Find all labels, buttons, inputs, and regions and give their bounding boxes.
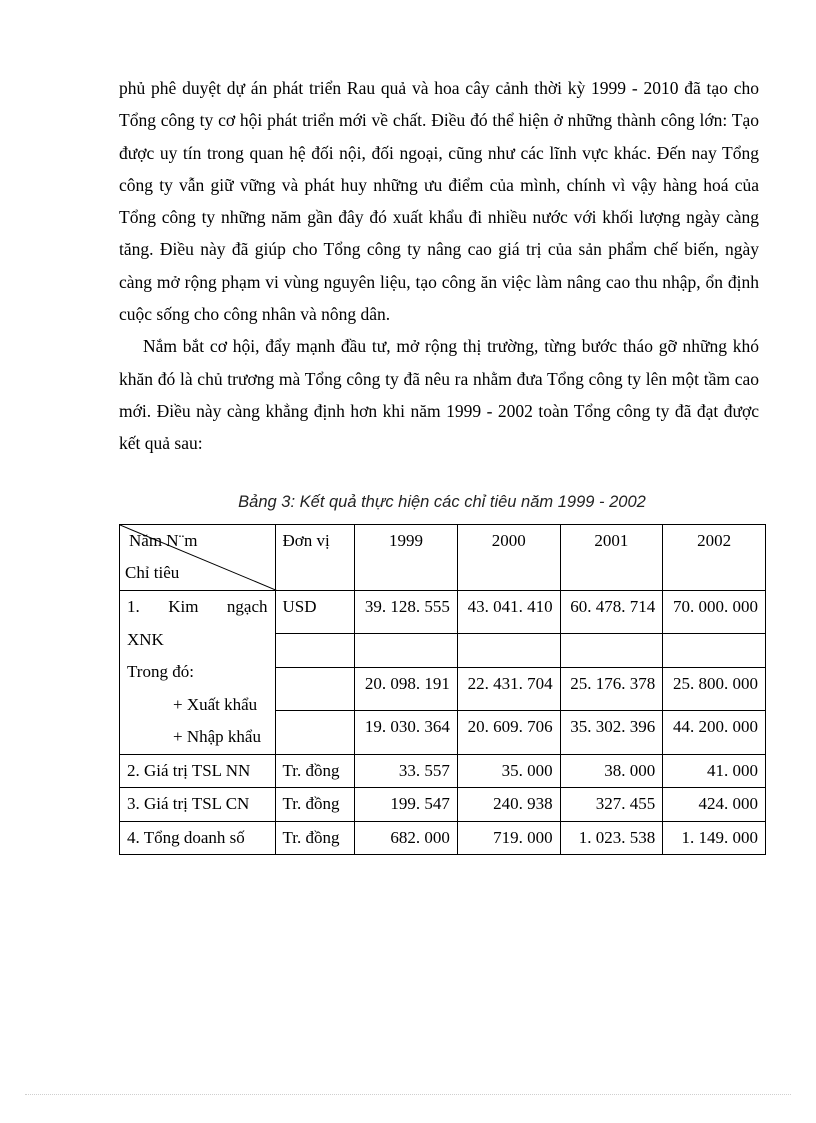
table-row-tsl-cn — [120, 788, 766, 822]
row-unit: Tr. đồng — [275, 821, 355, 855]
row-value-1999: 199. 547 — [355, 788, 458, 822]
empty-cell — [275, 668, 355, 711]
empty-cell — [275, 634, 355, 668]
header-year-2002: 2002 — [663, 525, 766, 591]
header-year-1999: 1999 — [355, 525, 458, 591]
table-row-tong-doanh-so — [120, 821, 766, 855]
row-value-2001: 38. 000 — [560, 754, 663, 788]
empty-cell — [355, 634, 458, 668]
row-label: 4. Tổng doanh số — [120, 821, 276, 855]
nhap-khau-2000: 20. 609. 706 — [457, 711, 560, 754]
row-value-2000: 35. 000 — [457, 754, 560, 788]
xuat-khau-2001: 25. 176. 378 — [560, 668, 663, 711]
xuat-khau-label: + Xuất khẩu — [173, 694, 258, 714]
xuat-khau-2000: 22. 431. 704 — [457, 668, 560, 711]
results-table — [119, 524, 766, 855]
row-value-2002: 41. 000 — [663, 754, 766, 788]
nhap-khau-label: + Nhập khẩu — [173, 727, 261, 746]
row-value-2002: 424. 000 — [663, 788, 766, 822]
header-year-2001: 2001 — [560, 525, 663, 591]
row-value-1999: 682. 000 — [355, 821, 458, 855]
row-unit: Tr. đồng — [275, 754, 355, 788]
paragraph-2: Nắm bắt cơ hội, đẩy mạnh đầu tư, mở rộng thị trường, từng bước tháo gỡ những khó khăn đó là chủ trương mà Tổng công ty đã nêu ra nhằm đưa Tổng công ty lên một tầm cao mới. Điều này càng khẳng định hơn khi năm 1999 - 2002 toàn Tổng công ty đã đạt được kết quả sau: — [119, 336, 759, 454]
diagonal-header-cell — [120, 525, 276, 591]
empty-cell — [560, 634, 663, 668]
row-label: 2. Giá trị TSL NN — [120, 754, 276, 788]
table-header-row — [120, 525, 766, 591]
header-unit: Đơn vị — [275, 525, 355, 591]
header-indicator-label: Chỉ tiêu — [125, 563, 180, 582]
nhap-khau-2001: 35. 302. 396 — [560, 711, 663, 754]
body-text — [119, 72, 759, 460]
header-year-label: Năm N¨m — [129, 531, 198, 550]
kim-ngach-2002: 70. 000. 000 — [663, 591, 766, 634]
kim-ngach-2001: 60. 478. 714 — [560, 591, 663, 634]
empty-cell — [275, 711, 355, 754]
kim-ngach-label-cell — [120, 591, 276, 755]
paragraph-1: phủ phê duyệt dự án phát triển Rau quả và hoa cây cảnh thời kỳ 1999 - 2010 đã tạo cho Tổng công ty cơ hội phát triển mới về chất. Điều đó thể hiện ở những thành công lớn: Tạo được uy tín trong quan hệ đối nội, đối ngoại, cũng như các lĩnh vực khác. Đến nay Tổng công ty vẫn giữ vững và phát huy những ưu điểm của mình, chính vì vậy hàng hoá của Tổng công ty những năm gần đây đó xuất khẩu đi nhiều nước với khối lượng ngày càng tăng. Điều này đã giúp cho Tổng công ty nâng cao giá trị của sản phẩm chế biến, ngày càng mở rộng phạm vi vùng nguyên liệu, tạo công ăn việc làm nâng cao thu nhập, ổn định cuộc sống cho công nhân và nông dân. — [119, 78, 759, 325]
row-value-2002: 1. 149. 000 — [663, 821, 766, 855]
empty-cell — [457, 634, 560, 668]
kim-ngach-unit: USD — [275, 591, 355, 634]
nhap-khau-1999: 19. 030. 364 — [355, 711, 458, 754]
trong-do-label: Trong đó: — [127, 662, 194, 681]
row-label: 3. Giá trị TSL CN — [120, 788, 276, 822]
table-row-kim-ngach — [120, 591, 766, 634]
table-row-tsl-nn — [120, 754, 766, 788]
kim-ngach-1999: 39. 128. 555 — [355, 591, 458, 634]
row-value-1999: 33. 557 — [355, 754, 458, 788]
row-value-2001: 327. 455 — [560, 788, 663, 822]
xuat-khau-1999: 20. 098. 191 — [355, 668, 458, 711]
row-unit: Tr. đồng — [275, 788, 355, 822]
row-value-2000: 719. 000 — [457, 821, 560, 855]
row-value-2000: 240. 938 — [457, 788, 560, 822]
nhap-khau-2002: 44. 200. 000 — [663, 711, 766, 754]
kim-ngach-label-xnk: XNK — [127, 629, 164, 649]
xuat-khau-2002: 25. 800. 000 — [663, 668, 766, 711]
table-caption: Bảng 3: Kết quả thực hiện các chỉ tiêu năm 1999 - 2002 — [238, 493, 646, 511]
row-value-2001: 1. 023. 538 — [560, 821, 663, 855]
kim-ngach-label: 1. Kim ngạch — [127, 597, 268, 616]
header-year-2000: 2000 — [457, 525, 560, 591]
kim-ngach-2000: 43. 041. 410 — [457, 591, 560, 634]
page-footer-divider — [25, 1094, 791, 1095]
empty-cell — [663, 634, 766, 668]
